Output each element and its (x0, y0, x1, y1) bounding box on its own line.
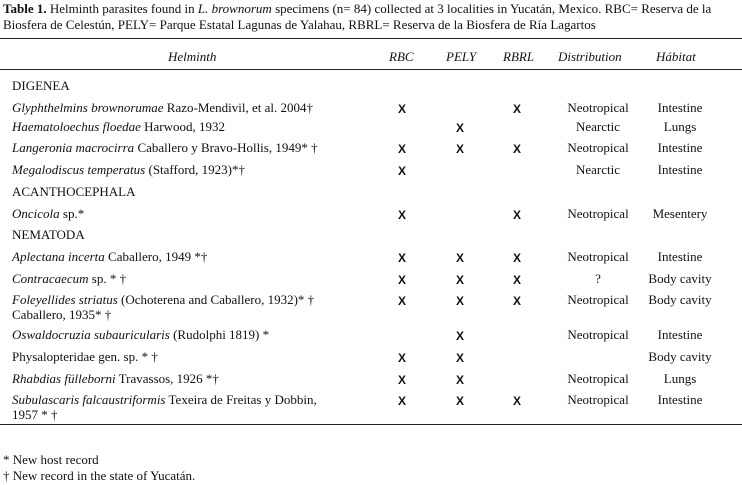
distribution-cell: Neotropical (567, 249, 629, 264)
rbc-mark: X (398, 394, 407, 408)
rbc-mark: X (398, 142, 407, 156)
row-species-authority-cont: Caballero, 1935* † (12, 307, 112, 322)
row-species-name (12, 119, 225, 135)
rbrl-mark: X (513, 142, 522, 156)
row-species-name (12, 249, 207, 265)
rbc-mark: X (398, 164, 407, 178)
species-italic: Megalodiscus temperatus (12, 162, 146, 177)
rbc-mark: X (398, 208, 407, 222)
header-helminth: Helminth (168, 49, 217, 64)
species-italic: Glyphthelmins brownorumae (12, 100, 164, 115)
species-authority: Texeira de Freitas y Dobbin, (165, 392, 317, 407)
row-species-name (12, 206, 84, 222)
species-authority: Travassos, 1926 *† (115, 371, 219, 386)
pely-mark: X (456, 273, 465, 287)
header-rbrl: RBRL (503, 49, 535, 64)
header-distribution: Distribution (558, 49, 622, 64)
species-authority: sp. * † (88, 271, 127, 286)
distribution-cell: Neotropical (567, 206, 629, 221)
habitat-cell: Intestine (657, 392, 703, 407)
rbrl-mark: X (513, 102, 522, 116)
habitat-cell: Lungs (663, 371, 697, 386)
rbc-mark: X (398, 102, 407, 116)
pely-mark: X (456, 394, 465, 408)
distribution-cell: Neotropical (567, 140, 629, 155)
rbc-mark: X (398, 294, 407, 308)
species-authority: Harwood, 1932 (140, 119, 226, 134)
row-species-name (12, 392, 317, 408)
rbrl-mark: X (513, 273, 522, 287)
distribution-cell: Nearctic (575, 162, 621, 177)
row-species-name (12, 292, 314, 308)
rbrl-mark: X (513, 394, 522, 408)
footnote-new-state: † New record in the state of Yucatán. (3, 468, 196, 483)
row-species-name (12, 140, 318, 156)
species-italic: Rhabdias fülleborni (12, 371, 116, 386)
habitat-cell: Intestine (657, 327, 703, 342)
habitat-cell: Intestine (657, 162, 703, 177)
habitat-cell: Lungs (663, 119, 697, 134)
habitat-cell: Body cavity (648, 349, 712, 364)
species-authority: Physalopteridae gen. sp. * † (12, 349, 158, 364)
species-authority: (Stafford, 1923)*† (145, 162, 246, 177)
habitat-cell: Body cavity (648, 271, 712, 286)
section-digenea: DIGENEA (12, 78, 70, 93)
pely-mark: X (456, 294, 465, 308)
species-italic: Foleyellides striatus (12, 292, 118, 307)
species-authority: sp.* (59, 206, 85, 221)
rbrl-mark: X (513, 294, 522, 308)
section-acanthocephala: ACANTHOCEPHALA (12, 184, 136, 199)
species-italic: Oncicola (12, 206, 60, 221)
rbc-mark: X (398, 351, 407, 365)
pely-mark: X (456, 121, 465, 135)
header-rule (0, 69, 742, 70)
species-authority: Caballero y Bravo-Hollis, 1949* † (134, 140, 318, 155)
header-rbc: RBC (389, 49, 414, 64)
habitat-cell: Body cavity (648, 292, 712, 307)
pely-mark: X (456, 351, 465, 365)
pely-mark: X (456, 142, 465, 156)
caption-text-2: specimens (n= 84) collected at 3 localities in Yucatán, Mexico. RBC= Reserva de la Biosfera de Celestún, PELY= Parque Estatal Lagunas de Yalahau, RBRL= Reserva de la Biosfera de Ría Lagartos (3, 1, 712, 32)
row-species-authority-cont: 1957 * † (12, 407, 58, 422)
top-rule (0, 38, 742, 39)
species-authority: Caballero, 1949 *† (104, 249, 208, 264)
footnote-new-host: * New host record (3, 452, 99, 467)
row-species-name (12, 327, 269, 343)
species-italic: Haematoloechus floedae (12, 119, 141, 134)
species-authority: (Ochoterena and Caballero, 1932)* † (117, 292, 315, 307)
row-species-name (12, 349, 158, 365)
section-nematoda: NEMATODA (12, 227, 85, 242)
habitat-cell: Intestine (657, 249, 703, 264)
header-pely: PELY (446, 49, 477, 64)
pely-mark: X (456, 373, 465, 387)
header-habitat: Hábitat (656, 49, 696, 64)
caption-text-1: Helminth parasites found in (46, 1, 198, 16)
pely-mark: X (456, 251, 465, 265)
distribution-cell: Nearctic (575, 119, 621, 134)
caption-species: L. brownorum (197, 1, 272, 16)
table-caption (3, 1, 739, 33)
pely-mark: X (456, 329, 465, 343)
species-authority: Razo-Mendivil, et al. 2004† (163, 100, 314, 115)
habitat-cell: Mesentery (652, 206, 708, 221)
distribution-cell: Neotropical (567, 100, 629, 115)
table-label: Table 1. (3, 1, 47, 16)
row-species-name (12, 100, 313, 116)
habitat-cell: Intestine (657, 100, 703, 115)
distribution-cell: Neotropical (567, 371, 629, 386)
distribution-cell: ? (595, 271, 601, 286)
distribution-cell: Neotropical (567, 392, 629, 407)
species-italic: Langeronia macrocirra (12, 140, 135, 155)
species-italic: Subulascaris falcaustriformis (12, 392, 166, 407)
distribution-cell: Neotropical (567, 292, 629, 307)
rbc-mark: X (398, 251, 407, 265)
rbrl-mark: X (513, 208, 522, 222)
species-italic: Aplectana incerta (12, 249, 105, 264)
habitat-cell: Intestine (657, 140, 703, 155)
rbc-mark: X (398, 273, 407, 287)
distribution-cell: Neotropical (567, 327, 629, 342)
species-authority: (Rudolphi 1819) * (169, 327, 270, 342)
rbc-mark: X (398, 373, 407, 387)
row-species-name (12, 162, 245, 178)
row-species-name (12, 271, 126, 287)
rbrl-mark: X (513, 251, 522, 265)
species-italic: Oswaldocruzia subauricularis (12, 327, 170, 342)
row-species-name (12, 371, 219, 387)
species-italic: Contracaecum (12, 271, 89, 286)
bottom-rule (0, 424, 742, 425)
